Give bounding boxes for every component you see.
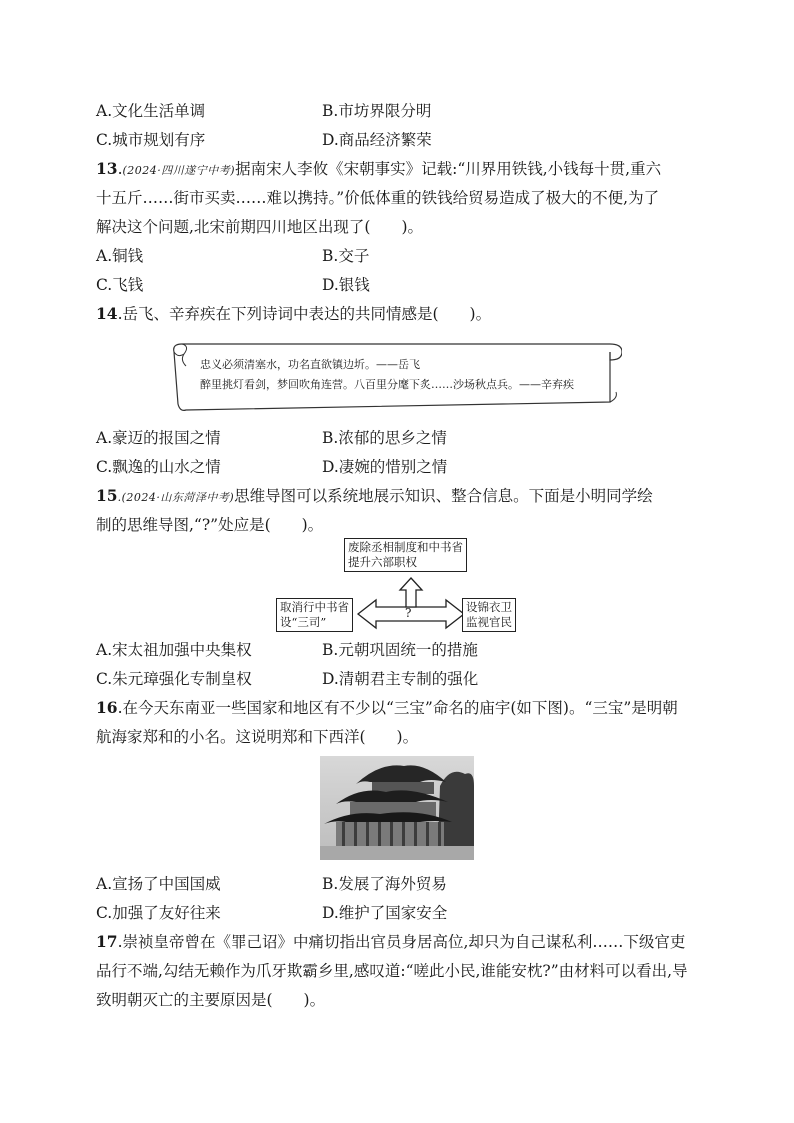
- q16-number: 16: [96, 698, 118, 717]
- q16-stem-line1: [96, 698, 678, 718]
- q15-source: .(2024·山东菏泽中考): [117, 491, 235, 504]
- q17-number: 17: [96, 932, 118, 951]
- q16-option-d[interactable]: D.维护了国家安全: [322, 904, 448, 922]
- q16-option-c[interactable]: C.加强了友好往来: [96, 904, 221, 922]
- q12-option-a[interactable]: A.文化生活单调: [96, 102, 206, 120]
- q13-option-b[interactable]: B.交子: [322, 247, 370, 265]
- poem-line-xin-qiji: 醉里挑灯看剑，梦回吹角连营。八百里分麾下炙……沙场秋点兵。——辛弃疾: [200, 378, 574, 391]
- mind-map-figure: [276, 538, 522, 634]
- q14-text: .岳飞、辛弃疾在下列诗词中表达的共同情感是( )。: [117, 305, 492, 323]
- mind-map-right-line2: 监视官民: [466, 615, 512, 629]
- q13-text-1: 据南宋人李攸《宋朝事实》记载:“川界用铁钱,小钱每十贯,重六: [235, 160, 662, 178]
- mind-map-top-box: [344, 538, 467, 572]
- q13-option-a[interactable]: A.铜钱: [96, 247, 144, 265]
- q14-option-d[interactable]: D.凄婉的惜别之情: [322, 458, 448, 476]
- q14-stem: [96, 304, 491, 324]
- q15-number: 15: [96, 486, 118, 505]
- q12-option-b[interactable]: B.市坊界限分明: [322, 102, 432, 120]
- q15-option-d[interactable]: D.清朝君主专制的强化: [322, 670, 479, 688]
- q14-option-b[interactable]: B.浓郁的思乡之情: [322, 429, 447, 447]
- q13-stem-line2: 十五斤……街市买卖……难以携持。”价低体重的铁钱给贸易造成了极大的不便,为了: [96, 189, 660, 207]
- q15-stem-line2: 制的思维导图,“?”处应是( )。: [96, 516, 324, 534]
- q15-option-c[interactable]: C.朱元璋强化专制皇权: [96, 670, 252, 688]
- q14-option-a[interactable]: A.豪迈的报国之情: [96, 429, 221, 447]
- q17-stem-line3: 致明朝灭亡的主要原因是( )。: [96, 991, 326, 1009]
- poem-line-yue-fei: 忠义必须清塞水，功名直欲镇边圻。——岳飞: [200, 358, 420, 371]
- q16-text-1: .在今天东南亚一些国家和地区有不少以“三宝”命名的庙宇(如下图)。“三宝”是明朝: [117, 699, 678, 717]
- q15-option-b[interactable]: B.元朝巩固统一的措施: [322, 641, 478, 659]
- q16-stem-line2: 航海家郑和的小名。这说明郑和下西洋( )。: [96, 728, 419, 746]
- q15-stem-line1: [96, 486, 653, 508]
- mind-map-left-box: [276, 598, 353, 632]
- q13-stem-line3: 解决这个问题,北宋前期四川地区出现了( )。: [96, 218, 424, 236]
- q12-option-d[interactable]: D.商品经济繁荣: [322, 131, 432, 149]
- q13-option-c[interactable]: C.飞钱: [96, 276, 144, 294]
- q14-number: 14: [96, 304, 118, 323]
- poem-scroll-figure: [170, 336, 622, 412]
- q17-stem-line1: [96, 932, 685, 952]
- mind-map-left-line1: 取消行中书省: [280, 600, 349, 614]
- mind-map-left-line2: 设“三司”: [280, 615, 327, 629]
- q17-stem-line2: 品行不端,勾结无赖作为爪牙欺霸乡里,感叹道:“嗟此小民,谁能安枕?”由材料可以看出,导: [96, 962, 688, 980]
- mind-map-question-mark: ?: [405, 606, 412, 620]
- mind-map-top-line2: 提升六部职权: [348, 555, 417, 569]
- mind-map-right-box: [462, 598, 516, 632]
- q16-option-b[interactable]: B.发展了海外贸易: [322, 875, 447, 893]
- scroll-outline: [170, 336, 622, 412]
- q14-option-c[interactable]: C.飘逸的山水之情: [96, 458, 221, 476]
- q12-option-c[interactable]: C.城市规划有序: [96, 131, 206, 149]
- q16-option-a[interactable]: A.宣扬了中国国威: [96, 875, 221, 893]
- q17-text-1: .崇祯皇帝曾在《罪己诏》中痛切指出官员身居高位,却只为自己谋私利……下级官吏: [117, 933, 686, 951]
- q13-option-d[interactable]: D.银钱: [322, 276, 370, 294]
- q13-number: 13: [96, 159, 118, 178]
- temple-photo: [320, 756, 474, 860]
- mind-map-right-line1: 设锦衣卫: [466, 600, 512, 614]
- temple-illustration: [320, 756, 474, 860]
- q13-stem-line1: 13.(2024·四川遂宁中考)据南宋人李攸《宋朝事实》记载:“川界用铁钱,小钱每十贯,重六: [96, 159, 662, 178]
- q13-source: (2024·四川遂宁中考): [122, 164, 236, 177]
- q15-option-a[interactable]: A.宋太祖加强中央集权: [96, 641, 252, 659]
- mind-map-top-line1: 废除丞相制度和中书省: [348, 540, 463, 554]
- q15-text-1: 思维导图可以系统地展示知识、整合信息。下面是小明同学绘: [234, 487, 653, 505]
